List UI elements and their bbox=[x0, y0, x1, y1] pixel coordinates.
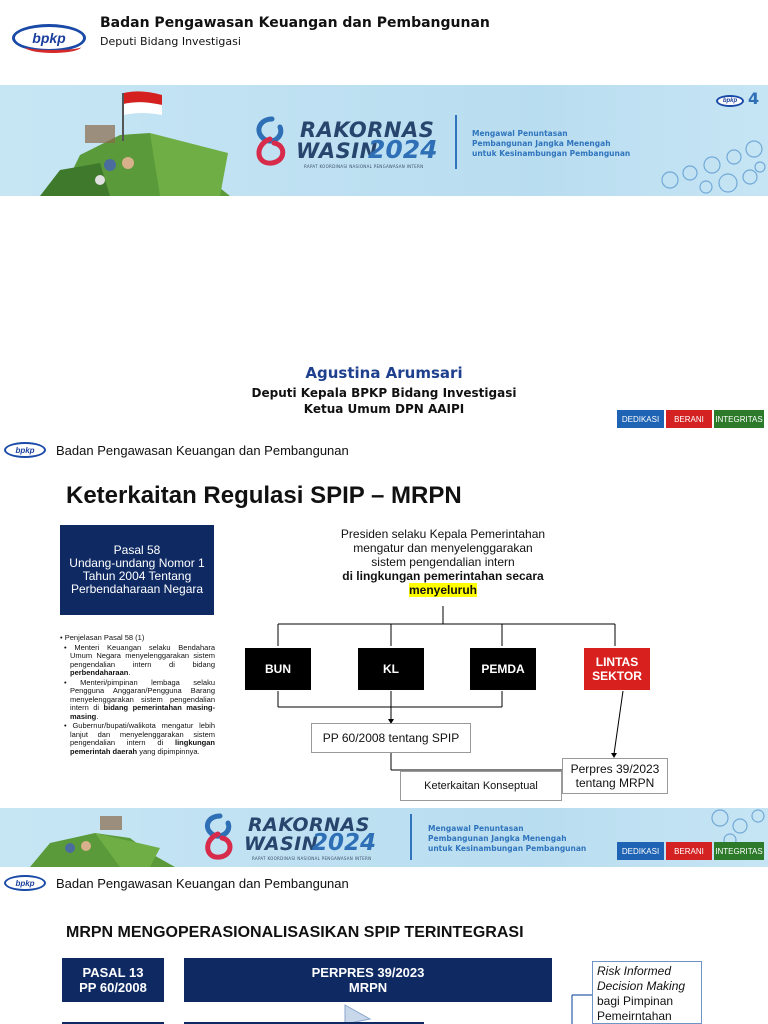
mrpn-slide bbox=[0, 867, 768, 1024]
tagline-line-1: Mengawal Penuntasan bbox=[472, 129, 568, 138]
corner-number: 4 bbox=[748, 89, 760, 108]
bpkp-logo bbox=[12, 24, 86, 52]
pp-60-2008-box: PP 60/2008 tentang SPIP bbox=[311, 723, 471, 753]
tagline-line-2: Pembangunan Jangka Menengah bbox=[472, 139, 611, 148]
law-line-2: Undang-undang Nomor 1 bbox=[69, 556, 205, 570]
title-slide bbox=[0, 0, 768, 431]
tagline-line-1: Mengawal Penuntasan bbox=[428, 824, 524, 833]
batik-pattern bbox=[650, 135, 768, 196]
explanation-list: • Penjelasan Pasal 58 (1) • Menteri Keuangan selaku Bendahara Umum Negara menyelenggarakan sistem pengendalian intern di bidang perbendaharaan. • Menteri/pimpinan lembaga selaku Pengguna Anggaran/Pengguna Barang menyelenggarakan sistem pengendalian intern di bidang pemerintahan masing-masing. • Gubernur/bupati/walikota mengatur lebih lanjut dan menyelenggarakan sistem pengendalian intern di lingkungan pemerintah daerah yang dipimpinnya. bbox=[60, 633, 215, 756]
explanation-heading: Penjelasan Pasal 58 (1) bbox=[64, 633, 145, 642]
speaker-role-1: Deputi Kepala BPKP Bidang Investigasi bbox=[251, 386, 517, 400]
event-banner bbox=[0, 808, 768, 867]
banner-illustration bbox=[0, 808, 190, 867]
node-pemda: PEMDA bbox=[470, 648, 536, 690]
tagline-line-3: untuk Kesinambungan Pembangunan bbox=[472, 149, 631, 158]
event-line-1: RAKORNAS bbox=[300, 118, 435, 142]
explanation-item: • Menteri/pimpinan lembaga selaku Pengguna Anggaran/Pengguna Barang menyelenggarakan sistem pengendalian intern di bidang pemerintahan masing-masing. bbox=[64, 677, 215, 721]
law-line-3: Tahun 2004 Tentang bbox=[82, 569, 192, 583]
event-line-1: RAKORNAS bbox=[248, 814, 370, 836]
node-lintas-sektor: LINTAS SEKTOR bbox=[584, 648, 650, 690]
event-banner bbox=[0, 85, 768, 196]
event-subtitle: RAPAT KOORDINASI NASIONAL PENGAWASAN INTERN bbox=[304, 164, 424, 169]
value-tag-dedikasi: DEDIKASI bbox=[617, 842, 664, 860]
organization-unit: Deputi Bidang Investigasi bbox=[100, 35, 241, 48]
node-bun: BUN bbox=[245, 648, 311, 690]
perpres-mrpn-box: PERPRES 39/2023 MRPN bbox=[184, 958, 552, 1002]
explanation-item: • Gubernur/bupati/walikota mengatur lebih lanjut dan menyelenggarakan sistem pengendalian intern di lingkungan pemerintah daerah yang dipimpinnya. bbox=[64, 721, 215, 756]
rakornas-emblem-icon bbox=[250, 115, 300, 169]
slide-title: MRPN MENGOPERASIONALISASIKAN SPIP TERINTEGRASI bbox=[66, 924, 524, 941]
value-tag-berani: BERANI bbox=[666, 842, 712, 860]
organization-name: Badan Pengawasan Keuangan dan Pembangunan bbox=[56, 443, 349, 458]
perpres-39-2023-box: Perpres 39/2023 tentang MRPN bbox=[562, 758, 668, 794]
event-line-2: WASIN bbox=[296, 139, 378, 163]
speaker-role-2: Ketua Umum DPN AAIPI bbox=[303, 402, 465, 416]
pasal-13-box: PASAL 13 PP 60/2008 bbox=[62, 958, 164, 1002]
event-year: 2024 bbox=[312, 830, 377, 856]
node-kl: KL bbox=[358, 648, 424, 690]
value-tag-dedikasi: DEDIKASI bbox=[617, 410, 664, 428]
bpkp-logo: bpkp bbox=[4, 442, 46, 458]
value-tag-integritas: INTEGRITAS bbox=[714, 410, 764, 428]
event-year: 2024 bbox=[368, 135, 438, 164]
bpkp-logo: bpkp bbox=[4, 875, 46, 891]
logo-text: bpkp bbox=[32, 30, 66, 46]
banner-illustration bbox=[0, 85, 240, 196]
tagline-line-2: Pembangunan Jangka Menengah bbox=[428, 834, 567, 843]
rakornas-emblem-icon bbox=[200, 812, 246, 864]
explanation-item: • Menteri Keuangan selaku Bendahara Umum Negara menyelenggarakan sistem pengendalian intern di bidang perbendaharaan. bbox=[64, 642, 215, 677]
organization-name: Badan Pengawasan Keuangan dan Pembangunan bbox=[56, 876, 349, 891]
corner-bpkp-logo: bpkp bbox=[716, 95, 744, 107]
value-tag-berani: BERANI bbox=[666, 410, 712, 428]
law-line-1: Pasal 58 bbox=[113, 543, 161, 557]
slide-title: Keterkaitan Regulasi SPIP – MRPN bbox=[66, 482, 462, 509]
event-line-2: WASIN bbox=[244, 833, 319, 855]
highlight-menyeluruh: menyeluruh bbox=[408, 583, 477, 597]
speaker-name: Agustina Arumsari bbox=[305, 364, 463, 382]
risk-informed-box: Risk Informed Decision Making bagi Pimpinan Pemeirntahan bbox=[592, 961, 702, 1024]
law-line-4: Perbendaharaan Negara bbox=[70, 582, 204, 596]
event-subtitle: RAPAT KOORDINASI NASIONAL PENGAWASAN INTERN bbox=[252, 856, 372, 861]
conceptual-link-label: Keterkaitan Konseptual bbox=[400, 771, 562, 801]
tagline-line-3: untuk Kesinambungan Pembangunan bbox=[428, 844, 587, 853]
value-tag-integritas: INTEGRITAS bbox=[714, 842, 764, 860]
regulation-slide bbox=[0, 431, 768, 867]
banner-divider bbox=[455, 115, 457, 169]
banner-divider bbox=[410, 814, 412, 860]
organization-name: Badan Pengawasan Keuangan dan Pembangunan bbox=[100, 15, 490, 31]
president-statement: Presiden selaku Kepala Pemerintahan mengatur dan menyelenggarakan sistem pengendalian intern di lingkungan pemerintahan secara menyeluruh bbox=[340, 527, 546, 597]
